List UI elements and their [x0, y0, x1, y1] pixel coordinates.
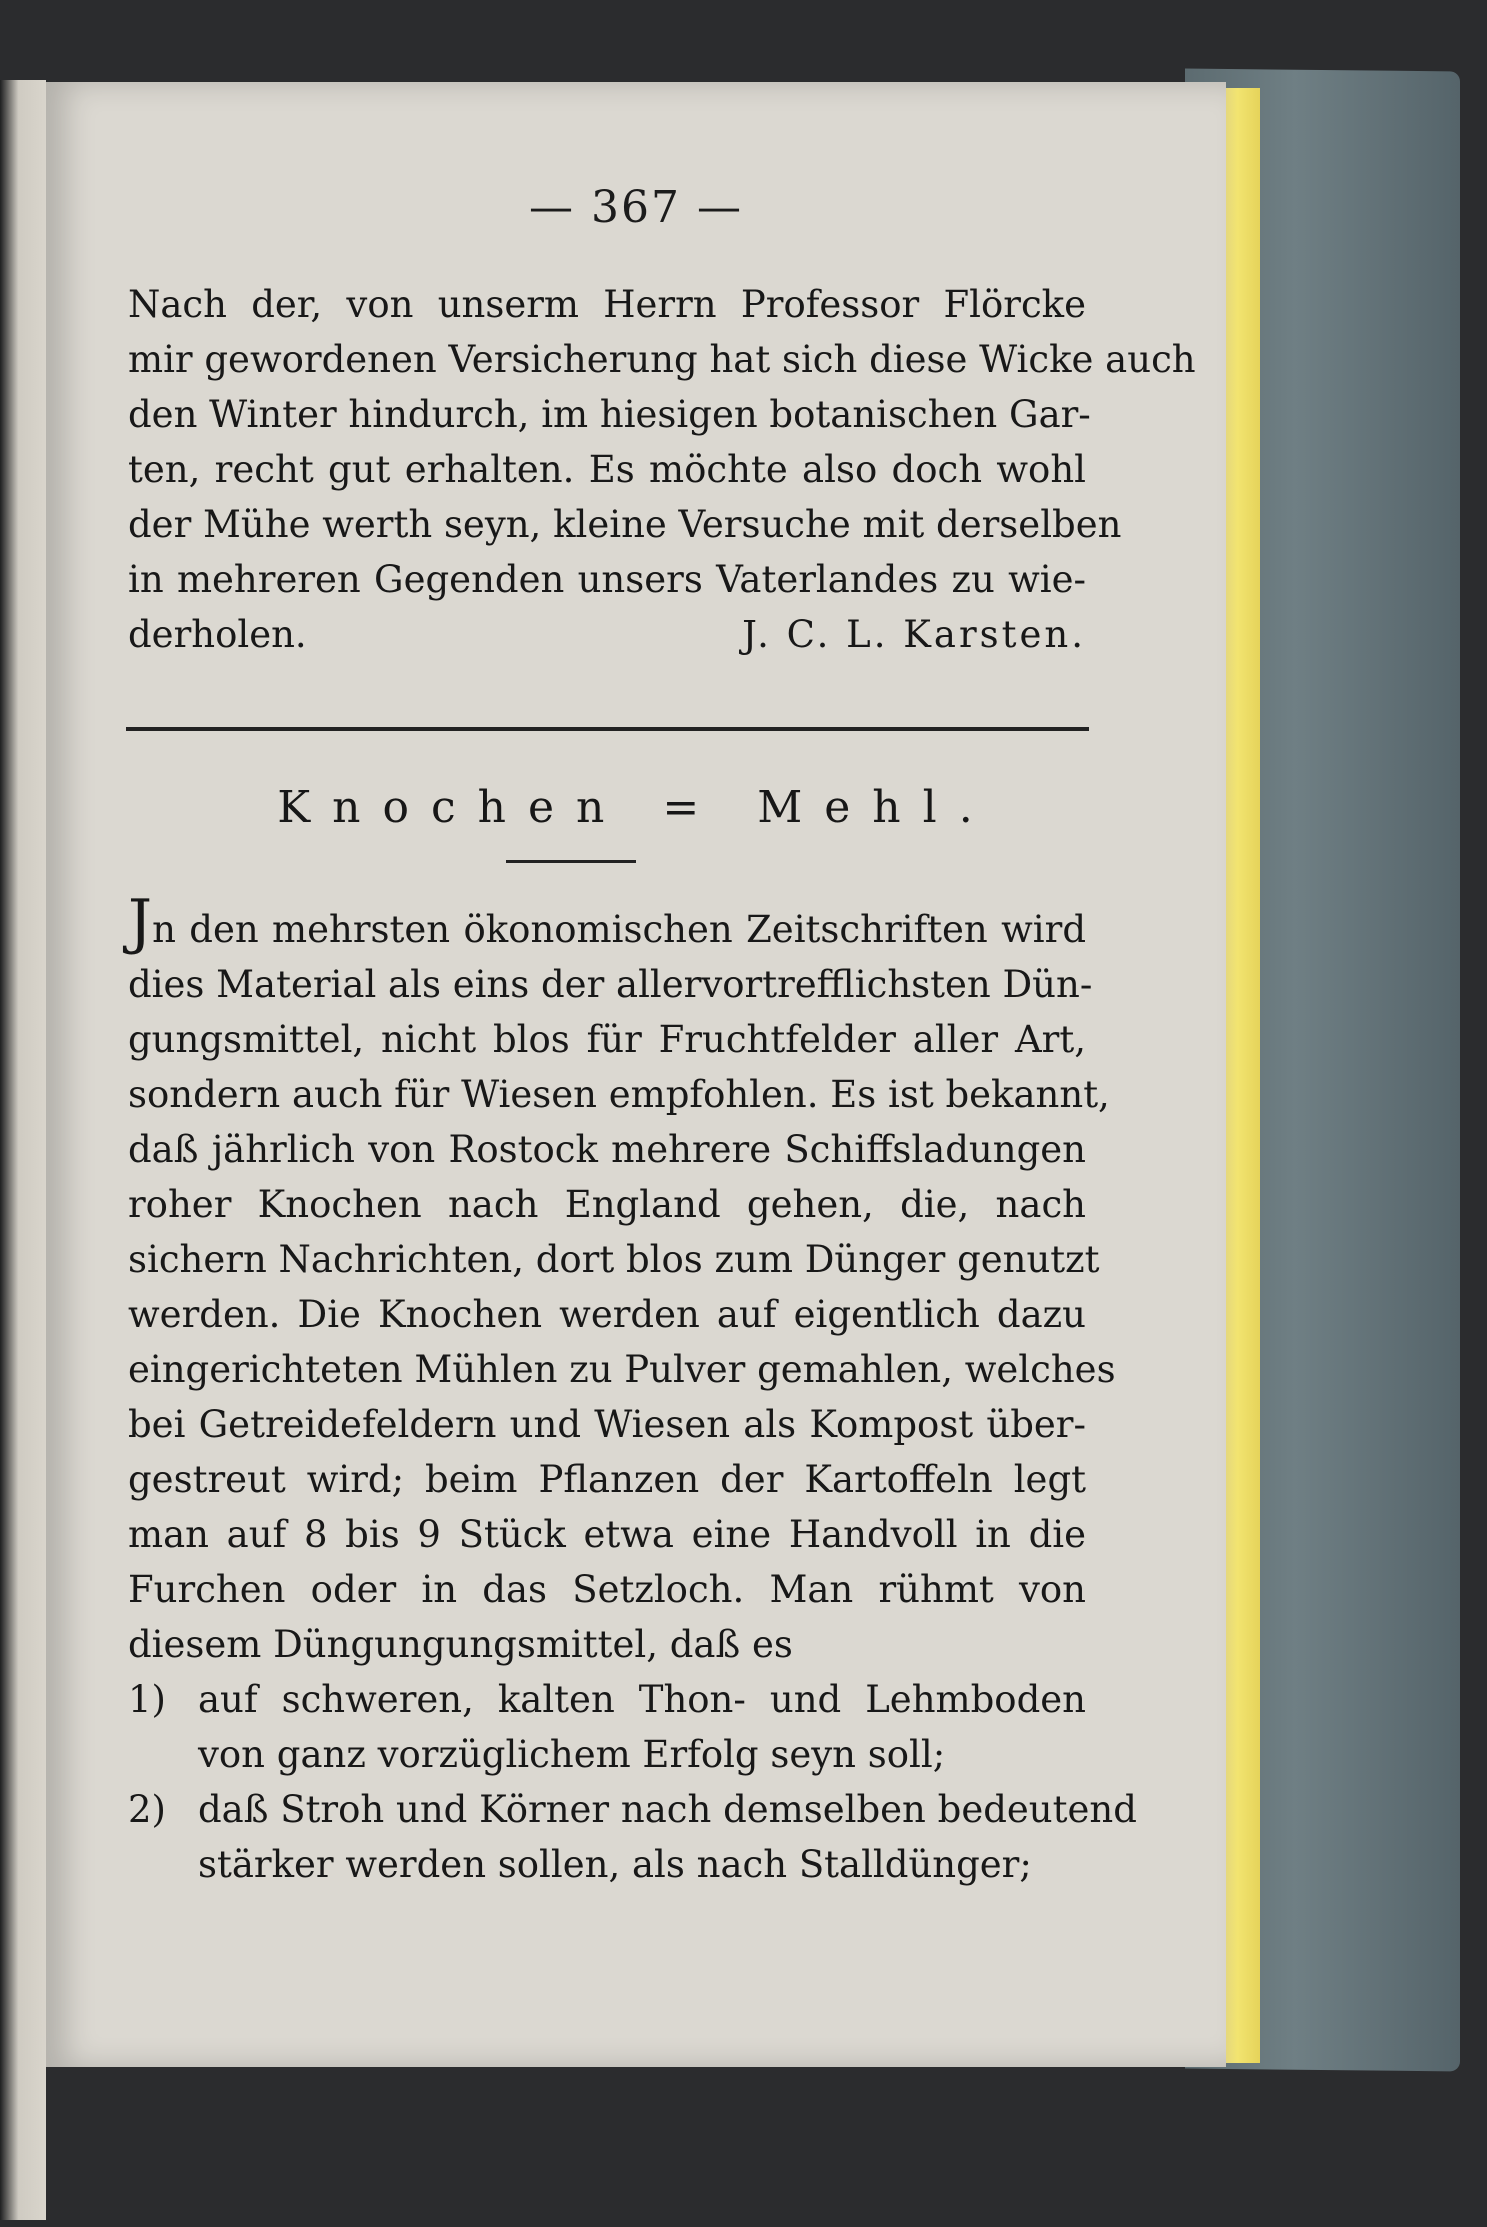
list-number: 2): [128, 1788, 166, 1831]
page-number: — 367 —: [529, 182, 743, 233]
section-heading: Knochen = Mehl.: [277, 782, 995, 833]
text-line: derholen.: [128, 613, 307, 656]
list-text: daß Stroh und Körner nach demselben bedeutend: [198, 1788, 1137, 1831]
text-line: sichern Nachrichten, dort blos zum Dünger genutzt: [128, 1238, 1100, 1281]
text-line: gestreut wird; beim Pflanzen der Kartoffeln legt: [128, 1458, 1086, 1501]
text-line: gungsmittel, nicht blos für Fruchtfelder aller Art,: [128, 1018, 1086, 1061]
text-line: den Winter hindurch, im hiesigen botanischen Gar-: [128, 393, 1091, 436]
text-line: in mehreren Gegenden unsers Vaterlandes zu wie-: [128, 558, 1086, 601]
text-line: bei Getreidefeldern und Wiesen als Kompost über-: [128, 1403, 1086, 1446]
text-line: dies Material als eins der allervortrefflichsten Dün-: [128, 963, 1093, 1006]
signature-line: [128, 607, 1086, 662]
text-line: ten, recht gut erhalten. Es möchte also doch wohl: [128, 448, 1086, 491]
list-item: [128, 1672, 1086, 1727]
text-line: daß jährlich von Rostock mehrere Schiffsladungen: [128, 1128, 1086, 1171]
section-divider: [126, 727, 1089, 731]
text-line: eingerichteten Mühlen zu Pulver gemahlen, welches: [128, 1348, 1116, 1391]
text-line: diesem Düngungungsmittel, daß es: [128, 1623, 793, 1666]
text-line: roher Knochen nach England gehen, die, nach: [128, 1183, 1086, 1226]
text-line: der Mühe werth seyn, kleine Versuche mit derselben: [128, 503, 1122, 546]
list-number: 1): [128, 1678, 166, 1721]
text-line: Nach der, von unserm Herrn Professor Flörcke: [128, 283, 1086, 326]
list-text: auf schweren, kalten Thon- und Lehmboden: [198, 1678, 1086, 1721]
list-text-continued: von ganz vorzüglichem Erfolg seyn soll;: [198, 1733, 946, 1776]
left-page-edge: [0, 80, 46, 2220]
text-line: werden. Die Knochen werden auf eigentlich dazu: [128, 1293, 1086, 1336]
book-page: [46, 82, 1226, 2067]
text-line: Furchen oder in das Setzloch. Man rühmt von: [128, 1568, 1086, 1611]
drop-cap: J: [128, 887, 153, 957]
text-line-first: [128, 887, 1086, 957]
text-line: mir gewordenen Versicherung hat sich diese Wicke auch: [128, 338, 1196, 381]
text-line: sondern auch für Wiesen empfohlen. Es ist bekannt,: [128, 1073, 1110, 1116]
text-line: man auf 8 bis 9 Stück etwa eine Handvoll in die: [128, 1513, 1086, 1556]
list-item: [128, 1782, 1137, 1837]
author-signature: J. C. L. Karsten.: [742, 613, 1086, 656]
text-line: n den mehrsten ökonomischen Zeitschriften wird: [152, 908, 1086, 951]
paragraph-knochenmehl: [128, 887, 1137, 1892]
list-text-continued: stärker werden sollen, als nach Stalldünger;: [198, 1843, 1032, 1886]
paragraph-wicke: [128, 277, 1196, 662]
heading-underline: [506, 860, 636, 863]
